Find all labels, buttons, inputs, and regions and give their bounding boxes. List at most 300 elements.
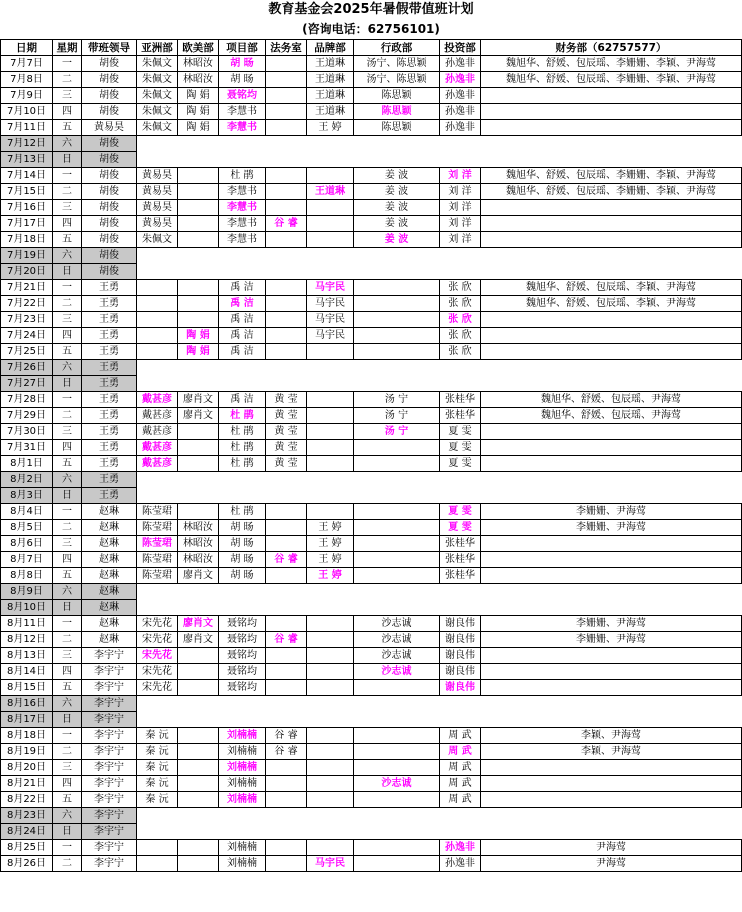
cell-asia: 戴甚彦 [137, 440, 178, 456]
cell-euro-america: 陶 娟 [178, 120, 219, 136]
weekend-blank [137, 152, 742, 168]
cell-legal [266, 344, 307, 360]
table-row [1, 216, 742, 232]
cell-weekday: 一 [53, 728, 82, 744]
cell-euro-america [178, 792, 219, 808]
cell-admin [354, 456, 440, 472]
cell-asia [137, 312, 178, 328]
table-row [1, 120, 742, 136]
weekend-row [1, 712, 742, 728]
cell-leader: 赵琳 [82, 616, 137, 632]
cell-date: 8月24日 [1, 824, 53, 840]
cell-date: 7月13日 [1, 152, 53, 168]
cell-brand: 马宇民 [307, 856, 354, 872]
cell-weekday: 日 [53, 600, 82, 616]
cell-investment: 刘 洋 [440, 200, 481, 216]
cell-asia: 宋先花 [137, 616, 178, 632]
cell-admin [354, 760, 440, 776]
weekend-blank [137, 136, 742, 152]
cell-date: 8月19日 [1, 744, 53, 760]
cell-asia: 朱佩文 [137, 120, 178, 136]
cell-date: 7月22日 [1, 296, 53, 312]
cell-asia: 宋先花 [137, 648, 178, 664]
cell-asia: 宋先花 [137, 680, 178, 696]
cell-weekday: 一 [53, 56, 82, 72]
cell-weekday: 日 [53, 376, 82, 392]
cell-finance: 李姗姗、尹海莺 [481, 616, 742, 632]
cell-leader: 李宇宁 [82, 808, 137, 824]
cell-weekday: 六 [53, 472, 82, 488]
cell-leader: 李宇宁 [82, 856, 137, 872]
header-asia: 亚洲部 [137, 40, 178, 56]
cell-leader: 李宇宁 [82, 840, 137, 856]
cell-leader: 赵琳 [82, 536, 137, 552]
cell-investment: 孙逸非 [440, 120, 481, 136]
cell-date: 8月17日 [1, 712, 53, 728]
cell-legal [266, 536, 307, 552]
cell-investment: 张桂华 [440, 552, 481, 568]
cell-admin: 姜 波 [354, 200, 440, 216]
cell-leader: 胡俊 [82, 184, 137, 200]
table-row [1, 168, 742, 184]
cell-euro-america [178, 744, 219, 760]
cell-leader: 王勇 [82, 360, 137, 376]
cell-date: 7月19日 [1, 248, 53, 264]
table-row [1, 680, 742, 696]
cell-date: 8月5日 [1, 520, 53, 536]
table-row [1, 328, 742, 344]
cell-weekday: 四 [53, 552, 82, 568]
cell-admin [354, 536, 440, 552]
cell-legal [266, 120, 307, 136]
cell-legal: 黄 莹 [266, 456, 307, 472]
cell-weekday: 四 [53, 664, 82, 680]
cell-investment: 周 武 [440, 728, 481, 744]
cell-date: 7月8日 [1, 72, 53, 88]
cell-date: 7月15日 [1, 184, 53, 200]
cell-euro-america [178, 168, 219, 184]
cell-legal [266, 760, 307, 776]
cell-leader: 胡俊 [82, 200, 137, 216]
cell-weekday: 三 [53, 200, 82, 216]
weekend-row [1, 376, 742, 392]
cell-euro-america [178, 504, 219, 520]
cell-brand [307, 664, 354, 680]
weekend-row [1, 488, 742, 504]
weekend-row [1, 248, 742, 264]
cell-admin [354, 744, 440, 760]
cell-project: 聂铭均 [219, 664, 266, 680]
cell-investment: 孙逸非 [440, 104, 481, 120]
cell-admin [354, 680, 440, 696]
cell-brand [307, 728, 354, 744]
cell-admin: 沙志诚 [354, 632, 440, 648]
header-leader: 带班领导 [82, 40, 137, 56]
cell-investment: 谢良伟 [440, 616, 481, 632]
cell-legal [266, 280, 307, 296]
cell-project: 聂铭均 [219, 680, 266, 696]
cell-admin [354, 840, 440, 856]
cell-finance [481, 216, 742, 232]
cell-asia: 朱佩文 [137, 232, 178, 248]
cell-brand [307, 232, 354, 248]
cell-project: 杜 鹃 [219, 504, 266, 520]
cell-brand [307, 744, 354, 760]
cell-euro-america [178, 760, 219, 776]
cell-euro-america [178, 840, 219, 856]
cell-weekday: 五 [53, 792, 82, 808]
cell-finance [481, 200, 742, 216]
table-row [1, 104, 742, 120]
weekend-blank [137, 808, 742, 824]
cell-investment: 周 武 [440, 760, 481, 776]
cell-admin [354, 552, 440, 568]
cell-euro-america: 陶 娟 [178, 344, 219, 360]
cell-leader: 李宇宁 [82, 760, 137, 776]
header-project: 项目部 [219, 40, 266, 56]
cell-weekday: 一 [53, 840, 82, 856]
cell-asia: 朱佩文 [137, 72, 178, 88]
cell-legal [266, 72, 307, 88]
cell-admin [354, 280, 440, 296]
cell-brand [307, 776, 354, 792]
cell-legal [266, 328, 307, 344]
cell-project: 胡 旸 [219, 568, 266, 584]
cell-finance: 李颖、尹海莺 [481, 744, 742, 760]
table-row [1, 456, 742, 472]
cell-leader: 王勇 [82, 312, 137, 328]
cell-date: 7月26日 [1, 360, 53, 376]
cell-finance: 李姗姗、尹海莺 [481, 632, 742, 648]
cell-project: 李慧书 [219, 120, 266, 136]
cell-investment: 周 武 [440, 776, 481, 792]
cell-finance: 李姗姗、尹海莺 [481, 504, 742, 520]
cell-legal [266, 200, 307, 216]
cell-admin [354, 728, 440, 744]
cell-asia: 黄易昊 [137, 168, 178, 184]
cell-brand: 王 婷 [307, 552, 354, 568]
cell-project: 杜 鹃 [219, 456, 266, 472]
cell-finance: 魏旭华、舒媛、包辰瑶、尹海莺 [481, 408, 742, 424]
cell-date: 8月2日 [1, 472, 53, 488]
cell-date: 7月11日 [1, 120, 53, 136]
cell-asia: 秦 沅 [137, 728, 178, 744]
cell-asia: 陈莹珺 [137, 552, 178, 568]
cell-date: 8月16日 [1, 696, 53, 712]
cell-leader: 胡俊 [82, 232, 137, 248]
cell-investment: 张 欣 [440, 312, 481, 328]
cell-project: 禹 洁 [219, 280, 266, 296]
weekend-blank [137, 472, 742, 488]
weekend-blank [137, 360, 742, 376]
cell-leader: 赵琳 [82, 632, 137, 648]
cell-weekday: 日 [53, 264, 82, 280]
cell-investment: 谢良伟 [440, 632, 481, 648]
table-row [1, 616, 742, 632]
cell-admin: 汤宁、陈思颖 [354, 56, 440, 72]
cell-project: 聂铭均 [219, 616, 266, 632]
cell-date: 8月10日 [1, 600, 53, 616]
weekend-row [1, 264, 742, 280]
table-row [1, 568, 742, 584]
table-row [1, 648, 742, 664]
cell-admin: 姜 波 [354, 232, 440, 248]
cell-project: 刘楠楠 [219, 792, 266, 808]
cell-brand [307, 616, 354, 632]
cell-asia: 朱佩文 [137, 104, 178, 120]
cell-euro-america [178, 440, 219, 456]
header-investment: 投资部 [440, 40, 481, 56]
cell-admin: 汤宁、陈思颖 [354, 72, 440, 88]
cell-legal: 黄 莹 [266, 440, 307, 456]
table-row [1, 408, 742, 424]
cell-date: 8月7日 [1, 552, 53, 568]
cell-investment: 谢良伟 [440, 664, 481, 680]
cell-euro-america: 陶 娟 [178, 88, 219, 104]
cell-brand [307, 408, 354, 424]
cell-weekday: 二 [53, 520, 82, 536]
cell-date: 8月18日 [1, 728, 53, 744]
cell-admin: 汤 宁 [354, 424, 440, 440]
cell-investment: 谢良伟 [440, 680, 481, 696]
cell-asia: 秦 沅 [137, 744, 178, 760]
cell-asia: 黄易昊 [137, 184, 178, 200]
table-body [1, 56, 742, 872]
cell-date: 8月13日 [1, 648, 53, 664]
cell-legal [266, 664, 307, 680]
cell-investment: 周 武 [440, 792, 481, 808]
cell-legal [266, 88, 307, 104]
cell-project: 杜 鹃 [219, 168, 266, 184]
cell-brand [307, 344, 354, 360]
table-row [1, 312, 742, 328]
weekend-row [1, 584, 742, 600]
cell-project: 聂铭均 [219, 632, 266, 648]
cell-finance [481, 232, 742, 248]
cell-asia: 秦 沅 [137, 760, 178, 776]
table-row [1, 296, 742, 312]
cell-euro-america: 廖肖文 [178, 408, 219, 424]
cell-date: 7月12日 [1, 136, 53, 152]
cell-leader: 王勇 [82, 408, 137, 424]
cell-date: 8月14日 [1, 664, 53, 680]
cell-leader: 赵琳 [82, 568, 137, 584]
cell-leader: 胡俊 [82, 248, 137, 264]
cell-date: 7月17日 [1, 216, 53, 232]
cell-investment: 刘 洋 [440, 232, 481, 248]
cell-finance [481, 88, 742, 104]
cell-brand [307, 200, 354, 216]
cell-euro-america [178, 232, 219, 248]
cell-weekday: 日 [53, 712, 82, 728]
cell-investment: 孙逸非 [440, 840, 481, 856]
cell-admin [354, 296, 440, 312]
cell-date: 7月10日 [1, 104, 53, 120]
cell-project: 胡 旸 [219, 56, 266, 72]
cell-date: 8月6日 [1, 536, 53, 552]
cell-date: 8月23日 [1, 808, 53, 824]
cell-leader: 王勇 [82, 472, 137, 488]
cell-leader: 李宇宁 [82, 792, 137, 808]
cell-weekday: 日 [53, 488, 82, 504]
table-row [1, 440, 742, 456]
cell-legal: 谷 睿 [266, 552, 307, 568]
cell-brand: 王 婷 [307, 536, 354, 552]
cell-date: 7月21日 [1, 280, 53, 296]
cell-date: 7月7日 [1, 56, 53, 72]
cell-brand: 王道琳 [307, 184, 354, 200]
cell-investment: 谢良伟 [440, 648, 481, 664]
cell-finance: 尹海莺 [481, 856, 742, 872]
cell-admin: 沙志诚 [354, 648, 440, 664]
cell-legal [266, 680, 307, 696]
cell-legal [266, 104, 307, 120]
cell-leader: 赵琳 [82, 504, 137, 520]
cell-investment: 张桂华 [440, 536, 481, 552]
cell-weekday: 六 [53, 584, 82, 600]
cell-date: 7月29日 [1, 408, 53, 424]
cell-weekday: 五 [53, 232, 82, 248]
cell-weekday: 二 [53, 408, 82, 424]
cell-leader: 李宇宁 [82, 824, 137, 840]
cell-euro-america: 林昭汝 [178, 520, 219, 536]
header-legal: 法务室 [266, 40, 307, 56]
cell-leader: 胡俊 [82, 264, 137, 280]
cell-project: 胡 旸 [219, 552, 266, 568]
cell-project: 刘楠楠 [219, 728, 266, 744]
cell-legal: 谷 睿 [266, 744, 307, 760]
cell-admin: 汤 宁 [354, 392, 440, 408]
cell-weekday: 五 [53, 344, 82, 360]
weekend-row [1, 808, 742, 824]
cell-leader: 李宇宁 [82, 664, 137, 680]
cell-project: 胡 旸 [219, 520, 266, 536]
cell-weekday: 五 [53, 568, 82, 584]
cell-asia: 陈莹珺 [137, 536, 178, 552]
cell-investment: 孙逸非 [440, 88, 481, 104]
cell-date: 8月26日 [1, 856, 53, 872]
weekend-blank [137, 696, 742, 712]
cell-brand [307, 456, 354, 472]
cell-admin [354, 344, 440, 360]
cell-leader: 李宇宁 [82, 712, 137, 728]
cell-project: 李慧书 [219, 232, 266, 248]
cell-legal [266, 184, 307, 200]
cell-finance: 魏旭华、舒媛、包辰瑶、李姗姗、李颖、尹海莺 [481, 72, 742, 88]
cell-weekday: 一 [53, 616, 82, 632]
header-row [1, 40, 742, 56]
table-row [1, 184, 742, 200]
cell-investment: 张桂华 [440, 408, 481, 424]
cell-asia [137, 840, 178, 856]
cell-weekday: 三 [53, 424, 82, 440]
cell-leader: 王勇 [82, 392, 137, 408]
table-row [1, 792, 742, 808]
cell-project: 刘楠楠 [219, 840, 266, 856]
cell-euro-america [178, 728, 219, 744]
cell-asia: 黄易昊 [137, 216, 178, 232]
cell-weekday: 四 [53, 776, 82, 792]
cell-project: 禹 洁 [219, 312, 266, 328]
cell-date: 8月22日 [1, 792, 53, 808]
cell-euro-america: 廖肖文 [178, 392, 219, 408]
cell-euro-america [178, 856, 219, 872]
cell-weekday: 二 [53, 856, 82, 872]
cell-leader: 李宇宁 [82, 696, 137, 712]
cell-admin [354, 520, 440, 536]
cell-investment: 张 欣 [440, 280, 481, 296]
cell-finance [481, 440, 742, 456]
cell-finance [481, 664, 742, 680]
cell-date: 8月11日 [1, 616, 53, 632]
cell-investment: 张桂华 [440, 392, 481, 408]
cell-leader: 王勇 [82, 296, 137, 312]
cell-legal [266, 776, 307, 792]
cell-leader: 李宇宁 [82, 680, 137, 696]
cell-investment: 张 欣 [440, 296, 481, 312]
cell-admin: 姜 波 [354, 216, 440, 232]
cell-weekday: 二 [53, 632, 82, 648]
table-row [1, 520, 742, 536]
cell-finance [481, 792, 742, 808]
cell-euro-america: 林昭汝 [178, 56, 219, 72]
weekend-row [1, 696, 742, 712]
cell-weekday: 二 [53, 296, 82, 312]
table-row [1, 728, 742, 744]
cell-leader: 胡俊 [82, 104, 137, 120]
cell-investment: 张 欣 [440, 344, 481, 360]
cell-finance: 魏旭华、舒媛、包辰瑶、李颖、尹海莺 [481, 280, 742, 296]
cell-leader: 王勇 [82, 424, 137, 440]
cell-brand: 马宇民 [307, 296, 354, 312]
cell-weekday: 四 [53, 104, 82, 120]
cell-leader: 胡俊 [82, 56, 137, 72]
cell-euro-america: 林昭汝 [178, 536, 219, 552]
table-row [1, 72, 742, 88]
cell-leader: 黄易昊 [82, 120, 137, 136]
cell-project: 刘楠楠 [219, 776, 266, 792]
cell-admin: 沙志诚 [354, 616, 440, 632]
cell-admin: 陈思颖 [354, 88, 440, 104]
cell-finance: 魏旭华、舒媛、包辰瑶、李姗姗、李颖、尹海莺 [481, 184, 742, 200]
cell-weekday: 五 [53, 680, 82, 696]
cell-weekday: 一 [53, 280, 82, 296]
cell-euro-america [178, 456, 219, 472]
table-row [1, 632, 742, 648]
cell-finance [481, 312, 742, 328]
cell-legal [266, 296, 307, 312]
cell-leader: 赵琳 [82, 552, 137, 568]
table-row [1, 392, 742, 408]
cell-admin [354, 312, 440, 328]
cell-finance [481, 568, 742, 584]
cell-leader: 王勇 [82, 376, 137, 392]
table-row [1, 280, 742, 296]
cell-date: 7月30日 [1, 424, 53, 440]
cell-weekday: 四 [53, 440, 82, 456]
cell-project: 刘楠楠 [219, 760, 266, 776]
cell-euro-america: 廖肖文 [178, 632, 219, 648]
cell-brand [307, 648, 354, 664]
header-admin: 行政部 [354, 40, 440, 56]
cell-leader: 胡俊 [82, 168, 137, 184]
table-row [1, 744, 742, 760]
weekend-blank [137, 264, 742, 280]
table-row [1, 664, 742, 680]
cell-brand: 王道琳 [307, 72, 354, 88]
cell-euro-america [178, 424, 219, 440]
cell-leader: 胡俊 [82, 72, 137, 88]
